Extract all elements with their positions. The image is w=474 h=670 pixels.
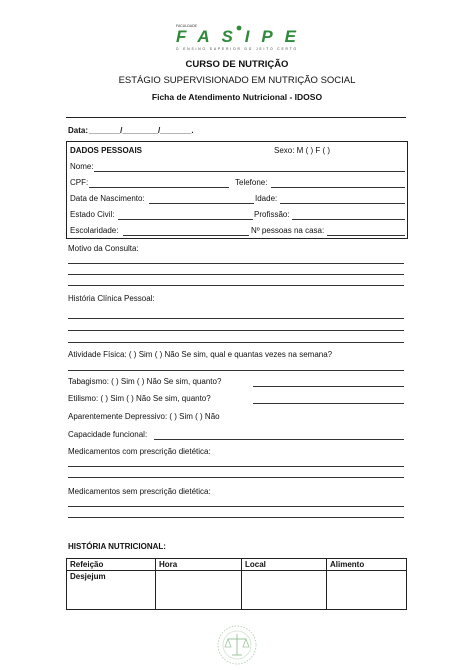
date-field[interactable]: _______/________/_______. [89, 126, 194, 135]
col-time: Hora [156, 559, 242, 571]
household-field[interactable] [327, 235, 405, 236]
answer-line[interactable] [68, 477, 404, 478]
physical-activity-question: Atividade Física: ( ) Sim ( ) Não Se sim, qual e quantas vezes na semana? [68, 350, 333, 359]
birth-field[interactable] [149, 203, 254, 204]
stage-title: ESTÁGIO SUPERVISIONADO EM NUTRIÇÃO SOCIAL [118, 75, 356, 86]
table-header-row [67, 559, 407, 571]
table-row [67, 571, 407, 610]
col-place: Local [242, 559, 327, 571]
sex-field[interactable]: Sexo: M ( ) F ( ) [274, 146, 330, 155]
civil-status-field[interactable] [118, 219, 253, 220]
cpf-label: CPF: [70, 178, 89, 187]
name-label: Nome: [70, 162, 94, 171]
schooling-field[interactable] [123, 235, 249, 236]
course-title: CURSO DE NUTRIÇÃO [185, 59, 289, 70]
answer-line[interactable] [68, 263, 404, 264]
form-title: Ficha de Atendimento Nutricional - IDOSO [151, 92, 323, 102]
household-label: Nº pessoas na casa: [251, 226, 325, 235]
fasipe-logo [172, 22, 300, 54]
answer-line[interactable] [68, 517, 404, 518]
institution-emblem-icon [216, 624, 258, 666]
logo-text: FASIPE [176, 27, 296, 46]
personal-data-box [66, 141, 408, 239]
age-field[interactable] [280, 203, 405, 204]
col-food: Alimento [327, 559, 407, 571]
place-cell[interactable] [242, 571, 327, 610]
meal-table [66, 558, 407, 610]
answer-line[interactable] [68, 466, 404, 467]
meds-unprescribed-label: Medicamentos sem prescrição dietética: [68, 487, 211, 496]
functional-capacity-field[interactable] [154, 439, 404, 440]
food-cell[interactable] [327, 571, 407, 610]
name-field[interactable] [94, 171, 405, 172]
answer-line[interactable] [68, 274, 404, 275]
civil-status-label: Estado Civil: [70, 210, 115, 219]
smoking-question: Tabagismo: ( ) Sim ( ) Não Se sim, quanto? [68, 377, 222, 386]
header-divider [66, 117, 406, 118]
profession-field[interactable] [292, 219, 405, 220]
answer-line[interactable] [68, 318, 404, 319]
drinking-question: Etilismo: ( ) Sim ( ) Não Se sim, quanto? [68, 394, 211, 403]
clinical-history-label: História Clínica Pessoal: [68, 294, 155, 303]
logo-tagline: O ENSINO SUPERIOR DO JEITO CERTO [176, 47, 296, 51]
birth-label: Data de Nascimento: [70, 194, 145, 203]
cpf-field[interactable] [89, 187, 229, 188]
phone-field[interactable] [271, 187, 405, 188]
answer-line[interactable] [68, 285, 404, 286]
logo-small-text: FACULDADE [176, 24, 198, 28]
meds-prescribed-label: Medicamentos com prescrição dietética: [68, 447, 211, 456]
reason-label: Motivo da Consulta: [68, 244, 139, 253]
functional-capacity-label: Capacidade funcional: [68, 430, 148, 439]
profession-label: Profissão: [254, 210, 290, 219]
answer-line[interactable] [68, 506, 404, 507]
smoking-answer-line[interactable] [253, 386, 404, 387]
nutrition-section-title: HISTÓRIA NUTRICIONAL: [68, 542, 166, 551]
col-meal: Refeição [67, 559, 156, 571]
phone-label: Telefone: [235, 178, 268, 187]
meal-name-cell: Desjejum [67, 571, 156, 610]
answer-line[interactable] [68, 330, 404, 331]
personal-section-title: DADOS PESSOAIS [70, 146, 143, 155]
schooling-label: Escolaridade: [70, 226, 119, 235]
answer-line[interactable] [68, 370, 404, 371]
date-label: Data: [68, 126, 89, 135]
depressive-question: Aparentemente Depressivo: ( ) Sim ( ) Não [68, 412, 220, 421]
age-label: Idade: [255, 194, 278, 203]
drinking-answer-line[interactable] [253, 403, 404, 404]
time-cell[interactable] [156, 571, 242, 610]
answer-line[interactable] [68, 342, 404, 343]
